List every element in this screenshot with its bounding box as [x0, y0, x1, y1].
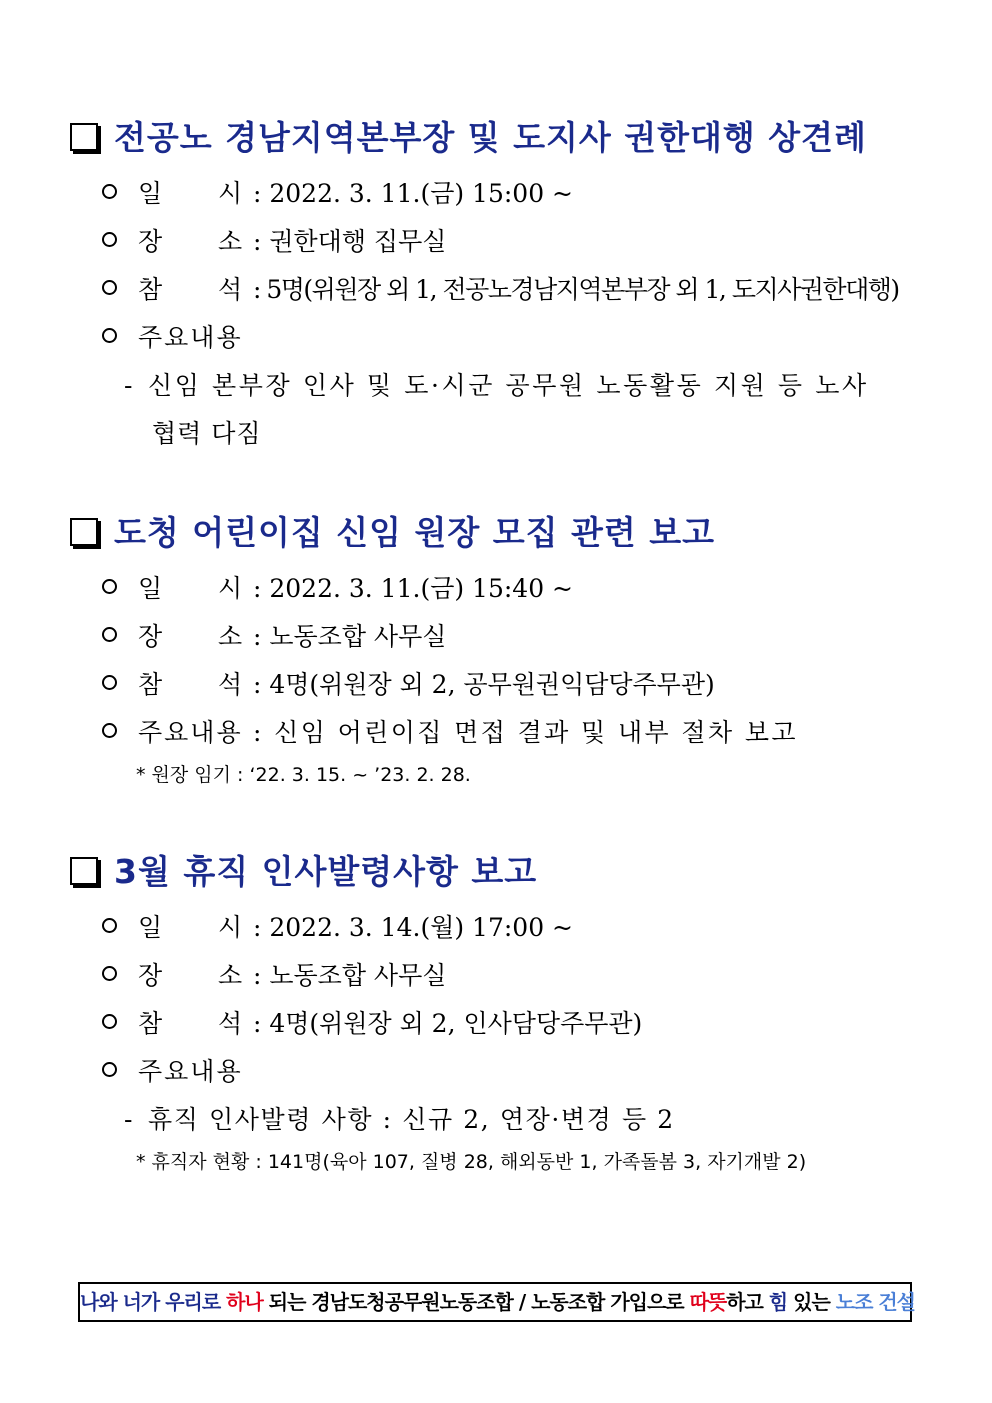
checkbox-icon: [70, 123, 98, 151]
checkbox-icon: [70, 857, 98, 885]
circle-bullet-icon: [102, 723, 117, 738]
slogan-segment: 하나: [226, 1290, 263, 1314]
detail-line: - 휴직 인사발령 사항 : 신규 2, 연장·변경 등 2: [124, 1105, 675, 1134]
circle-bullet-icon: [102, 1062, 117, 1077]
item-place: 장 소 : 권한대행 집무실: [70, 218, 940, 266]
slogan-segment: 되는 경남도청공무원노동조합 / 노동조합 가입으로: [262, 1290, 690, 1314]
item-date: 일 시 : 2022. 3. 14.(월) 17:00 ~: [70, 904, 940, 952]
item-date: 일 시 : 2022. 3. 11.(금) 15:00 ~: [70, 170, 940, 218]
section-title: [70, 505, 940, 555]
item-attendees: 참 석 : 5명(위원장 외 1, 전공노경남지역본부장 외 1, 도지사권한대행): [70, 266, 940, 314]
slogan-segment: 힘: [768, 1290, 788, 1314]
footer-slogan: [78, 1282, 915, 1322]
slogan-segment: 있는: [787, 1290, 836, 1314]
checkbox-icon: [70, 518, 98, 546]
section-title-text: 도청 어린이집 신임 원장 모집 관련 보고: [114, 512, 715, 552]
item-main-content: 주요내용: [70, 314, 940, 362]
circle-bullet-icon: [102, 328, 117, 343]
section-title: [70, 110, 940, 160]
section-3: [70, 844, 940, 1180]
circle-bullet-icon: [102, 627, 117, 642]
slogan-segment: 따뜻: [689, 1290, 727, 1314]
item-attendees: 참 석 : 4명(위원장 외 2, 인사담당주무관): [70, 1000, 940, 1048]
detail-line-continued: 협력 다짐: [152, 419, 262, 448]
circle-bullet-icon: [102, 280, 117, 295]
circle-bullet-icon: [102, 966, 117, 981]
item-main-content: 주요내용: [70, 1048, 940, 1096]
circle-bullet-icon: [102, 675, 117, 690]
section-title: [70, 844, 940, 894]
note-line: * 휴직자 현황 : 141명(육아 107, 질병 28, 해외동반 1, 가족돌봄 3, 자기개발 2): [136, 1151, 807, 1173]
slogan-segment: 나와 너가 우리로: [80, 1290, 227, 1314]
item-attendees: 참 석 : 4명(위원장 외 2, 공무원권익담당주무관): [70, 661, 940, 709]
detail-line: - 신임 본부장 인사 및 도·시군 공무원 노동활동 지원 등 노사: [124, 371, 869, 400]
circle-bullet-icon: [102, 579, 117, 594]
item-place: 장 소 : 노동조합 사무실: [70, 952, 940, 1000]
section-title-text: 3월 휴직 인사발령사항 보고: [114, 851, 538, 891]
section-title-text: 전공노 경남지역본부장 및 도지사 권한대행 상견례: [114, 117, 867, 157]
circle-bullet-icon: [102, 232, 117, 247]
note-line: * 원장 임기 : ‘22. 3. 15. ~ ’23. 2. 28.: [136, 764, 471, 786]
section-1: [70, 110, 940, 458]
circle-bullet-icon: [102, 1014, 117, 1029]
circle-bullet-icon: [102, 918, 117, 933]
item-date: 일 시 : 2022. 3. 11.(금) 15:40 ~: [70, 565, 940, 613]
item-place: 장 소 : 노동조합 사무실: [70, 613, 940, 661]
item-main-content: 주요내용 : 신임 어린이집 면접 결과 및 내부 절차 보고: [70, 709, 940, 757]
circle-bullet-icon: [102, 184, 117, 199]
slogan-segment: 노조 건설: [835, 1290, 915, 1314]
section-2: [70, 505, 940, 793]
slogan-segment: 하고: [726, 1290, 769, 1314]
